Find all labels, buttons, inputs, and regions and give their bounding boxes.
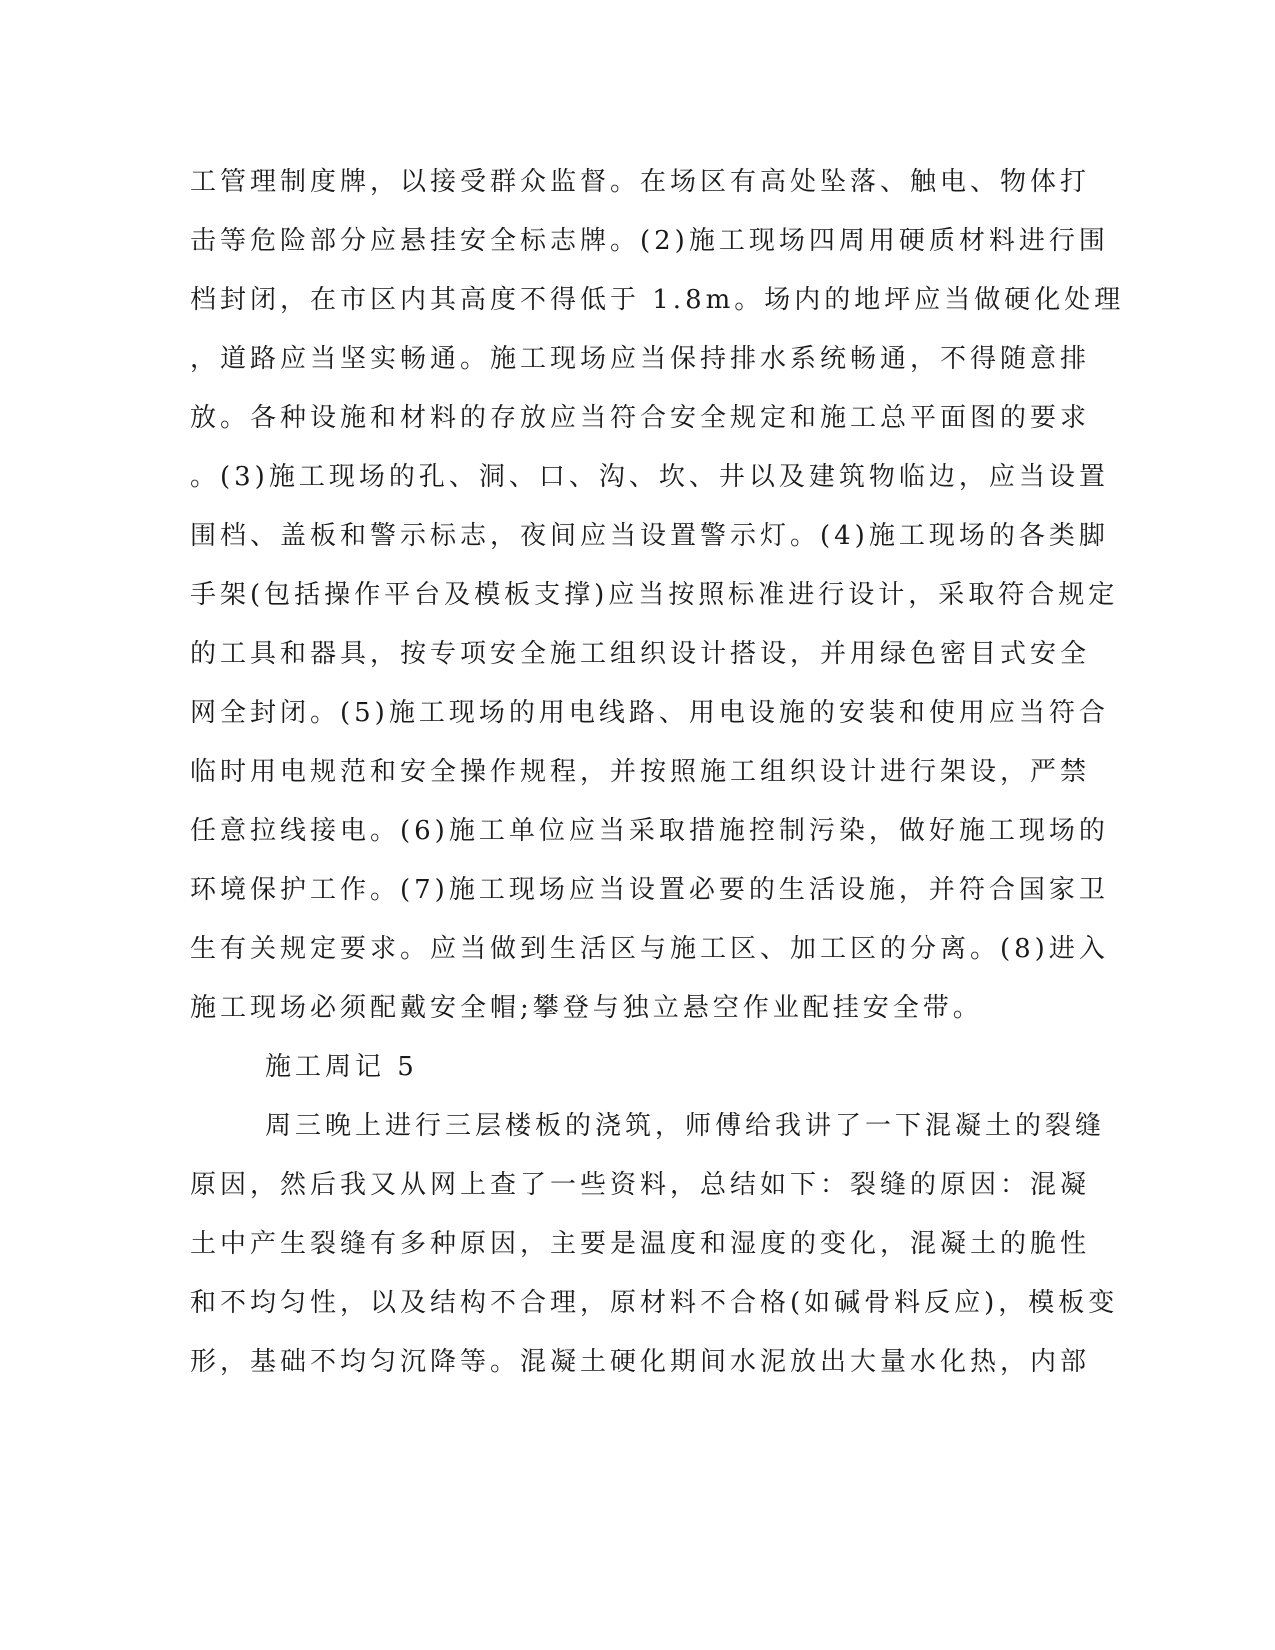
- text-line: ，道路应当坚实畅通。施工现场应当保持排水系统畅通，不得随意排: [190, 344, 1091, 374]
- text-line: 环境保护工作。(7)施工现场应当设置必要的生活设施，并符合国家卫: [190, 875, 1109, 905]
- text-line: 原因，然后我又从网上查了一些资料，总结如下：裂缝的原因：混凝: [190, 1170, 1091, 1200]
- text-line: 网全封闭。(5)施工现场的用电线路、用电设施的安装和使用应当符合: [190, 698, 1109, 728]
- text-line: 生有关规定要求。应当做到生活区与施工区、加工区的分离。(8)进入: [190, 934, 1109, 964]
- text-line: 任意拉线接电。(6)施工单位应当采取措施控制污染，做好施工现场的: [190, 816, 1109, 846]
- text-line: 施工现场必须配戴安全帽;攀登与独立悬空作业配挂安全带。: [190, 993, 983, 1023]
- text-line: 土中产生裂缝有多种原因，主要是温度和湿度的变化，混凝土的脆性: [190, 1229, 1091, 1259]
- text-line: 放。各种设施和材料的存放应当符合安全规定和施工总平面图的要求: [190, 403, 1091, 433]
- text-line: 形，基础不均匀沉降等。混凝土硬化期间水泥放出大量水化热，内部: [190, 1347, 1091, 1377]
- text-line: 临时用电规范和安全操作规程，并按照施工组织设计进行架设，严禁: [190, 757, 1091, 787]
- section-heading: 施工周记 5: [265, 1052, 418, 1082]
- text-line: 击等危险部分应悬挂安全标志牌。(2)施工现场四周用硬质材料进行围: [190, 226, 1109, 256]
- text-line: 周三晚上进行三层楼板的浇筑，师傅给我讲了一下混凝土的裂缝: [265, 1111, 1106, 1141]
- text-line: 的工具和器具，按专项安全施工组织设计搭设，并用绿色密目式安全: [190, 639, 1091, 669]
- text-line: 。(3)施工现场的孔、洞、口、沟、坎、井以及建筑物临边，应当设置: [190, 462, 1109, 492]
- text-line: 工管理制度牌，以接受群众监督。在场区有高处坠落、触电、物体打: [190, 167, 1091, 197]
- text-line: 和不均匀性，以及结构不合理，原材料不合格(如碱骨料反应)，模板变: [190, 1288, 1119, 1318]
- text-line: 档封闭，在市区内其高度不得低于 1.8m。场内的地坪应当做硬化处理: [190, 285, 1125, 315]
- text-line: 手架(包括操作平台及模板支撑)应当按照标准进行设计，采取符合规定: [190, 580, 1119, 610]
- text-line: 围档、盖板和警示标志，夜间应当设置警示灯。(4)施工现场的各类脚: [190, 521, 1109, 551]
